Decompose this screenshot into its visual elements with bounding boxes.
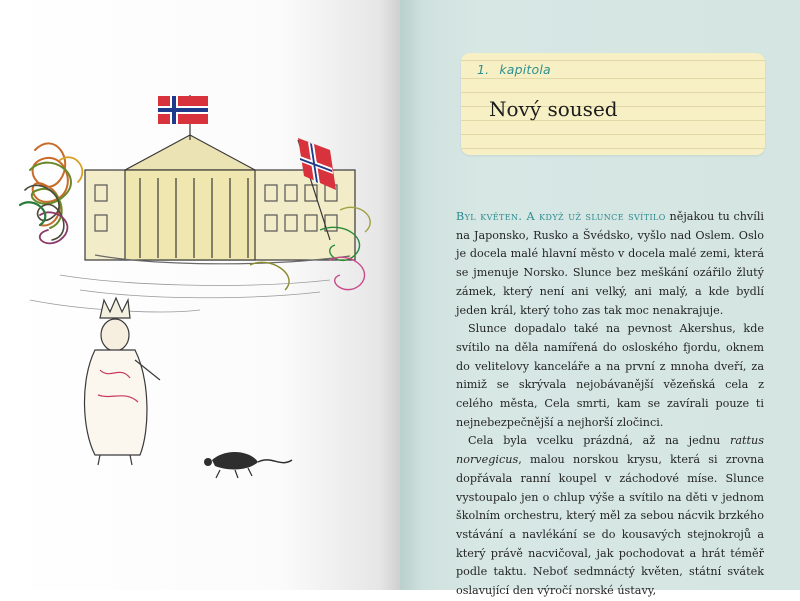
body-text xyxy=(456,208,764,601)
paragraph-1 xyxy=(456,208,764,320)
paragraph-1-text: nějakou tu chvíli na Japonsko, Rusko a Švédsko, vyšlo nad Oslem. Oslo je docela malé hlavní město v docela malé zemi, která se jmenuje Norsko. Slunce bez meškání ozářilo žlutý zámek, který není ani velký, ani malý, a kde bydlí jeden král, který toho zas tak moc nenakrajuje. xyxy=(456,210,764,317)
king-figure xyxy=(84,298,160,465)
paragraph-3-end: , malou norskou krysu, která si zrovna dopřávala ranní koupel v záchodové míse. Slunce vystoupalo jen o chlup výše a svítilo na děti v jednom školním orchestru, který měl za sebou nácvik brzkého vstávání a navlékání se do kousavých stejnokrojů a který právě nacvičoval, jak pochodovat a hrát téměř podle taktu. Neboť sedmnáctý květen, státní svátek oslavující den výročí norské ústavy, xyxy=(456,453,764,598)
right-page xyxy=(400,0,800,598)
tree-scribble xyxy=(20,143,82,243)
chapter-heading-card xyxy=(461,53,765,155)
illustration-palace-king-rat xyxy=(0,0,400,590)
chapter-number: 1. xyxy=(477,62,490,77)
rat-figure xyxy=(204,452,292,478)
paragraph-3 xyxy=(456,432,764,600)
chapter-label xyxy=(477,62,551,77)
chapter-title: Nový soused xyxy=(489,97,618,121)
left-page xyxy=(0,0,400,590)
ground-shading xyxy=(30,275,330,312)
latin-term: rattus norvegicus xyxy=(456,434,764,467)
paragraph-3-start: Cela byla vcelku prázdná, až na jednu xyxy=(468,434,731,448)
norwegian-flag-center xyxy=(158,95,208,140)
lead-in: Byl květen. A když už slunce svítilo xyxy=(456,210,666,223)
chapter-word: kapitola xyxy=(499,62,551,77)
paragraph-2: Slunce dopadalo také na pevnost Akershus, kde svítilo na děla namířená do osloského fjordu, oknem do velitelovy kanceláře a na první z mnoha dveří, za nimiž se skrývala nejobávanější vězeňská cela z celého města, Cela smrti, kam se zavírali pouze ti nejnebezpečnější a nejhorší zločinci. xyxy=(456,322,764,429)
